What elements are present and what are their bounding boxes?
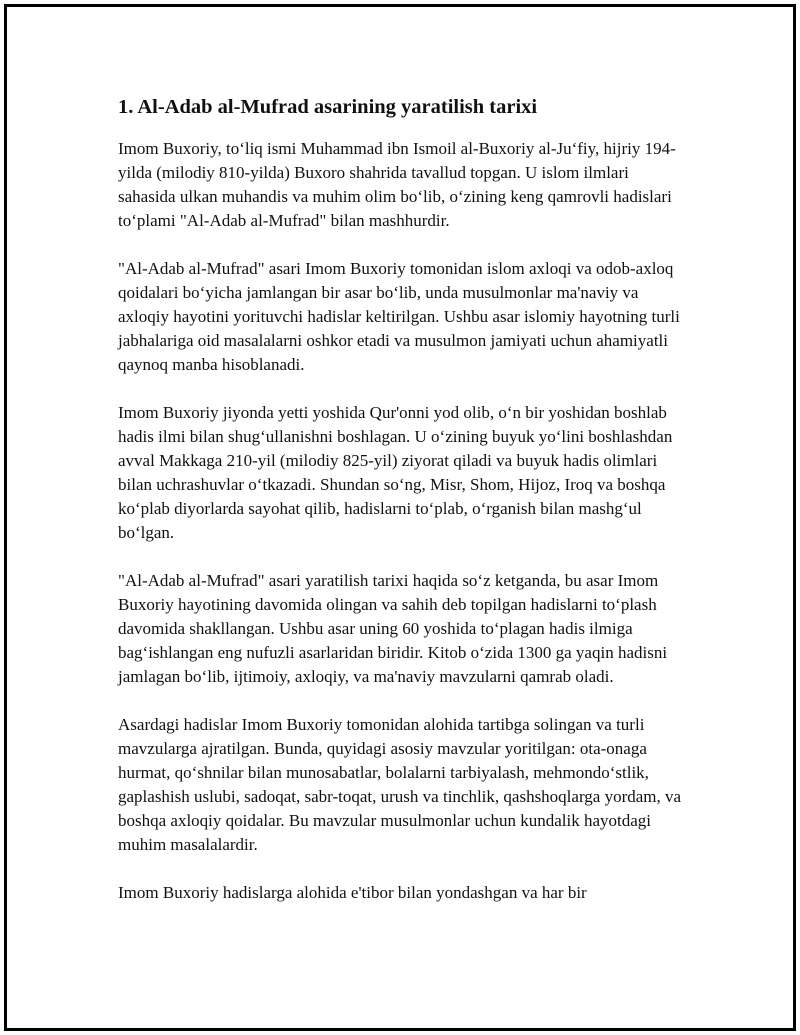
paragraph: "Al-Adab al-Mufrad" asari Imom Buxoriy tomonidan islom axloqi va odob-axloq qoidalari bo‘yicha jamlangan bir asar bo‘lib, unda musulmonlar ma'naviy va axloqiy hayotini yorituvchi hadislar keltirilgan. Ushbu asar islomiy hayotning turli jabhalariga oid masalalarni oshkor etadi va musulmon jamiyati uchun ahamiyatli qaynoq manba hisoblanadi. (118, 259, 680, 374)
paragraph: Asardagi hadislar Imom Buxoriy tomonidan alohida tartibga solingan va turli mavzularga ajratilgan. Bunda, quyidagi asosiy mavzular yoritilgan: ota-onaga hurmat, qo‘shnilar bilan munosabatlar, bolalarni tarbiyalash, mehmondo‘stlik, gaplashish uslubi, sadoqat, sabr-toqat, urush va tinchlik, qashshoqlarga yordam, va boshqa axloqiy qoidalar. Bu mavzular musulmonlar uchun kundalik hayotdagi muhim masalalardir. (118, 715, 682, 854)
paragraph: "Al-Adab al-Mufrad" asari yaratilish tarixi haqida so‘z ketganda, bu asar Imom Buxoriy hayotining davomida olingan va sahih deb topilgan hadislarni to‘plash davomida shakllangan. Ushbu asar uning 60 yoshida to‘plagan hadis ilmiga bag‘ishlangan eng nufuzli asarlaridan biridir. Kitob o‘zida 1300 ga yaqin hadisni jamlagan bo‘lib, ijtimoiy, axloqiy, va ma'naviy mavzularni qamrab oladi. (118, 571, 668, 686)
document-body (118, 94, 688, 929)
paragraph: Imom Buxoriy, to‘liq ismi Muhammad ibn Ismoil al-Buxoriy al-Ju‘fiy, hijriy 194-yilda (milodiy 810-yilda) Buxoro shahrida tavallud topgan. U islom ilmlari sahasida ulkan muhandis va muhim olim bo‘lib, o‘zining keng qamrovli hadislari to‘plami "Al-Adab al-Mufrad" bilan mashhurdir. (118, 139, 676, 230)
paragraph: Imom Buxoriy hadislarga alohida e'tibor bilan yondashgan va har bir (118, 883, 587, 902)
section-heading: 1. Al-Adab al-Mufrad asarining yaratilish tarixi (118, 96, 538, 118)
paragraph: Imom Buxoriy jiyonda yetti yoshida Qur'onni yod olib, o‘n bir yoshidan boshlab hadis ilmi bilan shug‘ullanishni boshlagan. U o‘zining buyuk yo‘lini boshlashdan avval Makkaga 210-yil (milodiy 825-yil) ziyorat qiladi va buyuk hadis olimlari bilan uchrashuvlar o‘tkazadi. Shundan so‘ng, Misr, Shom, Hijoz, Iroq va boshqa ko‘plab diyorlarda sayohat qilib, hadislarni to‘plab, o‘rganish bilan mashg‘ul bo‘lgan. (118, 403, 673, 542)
